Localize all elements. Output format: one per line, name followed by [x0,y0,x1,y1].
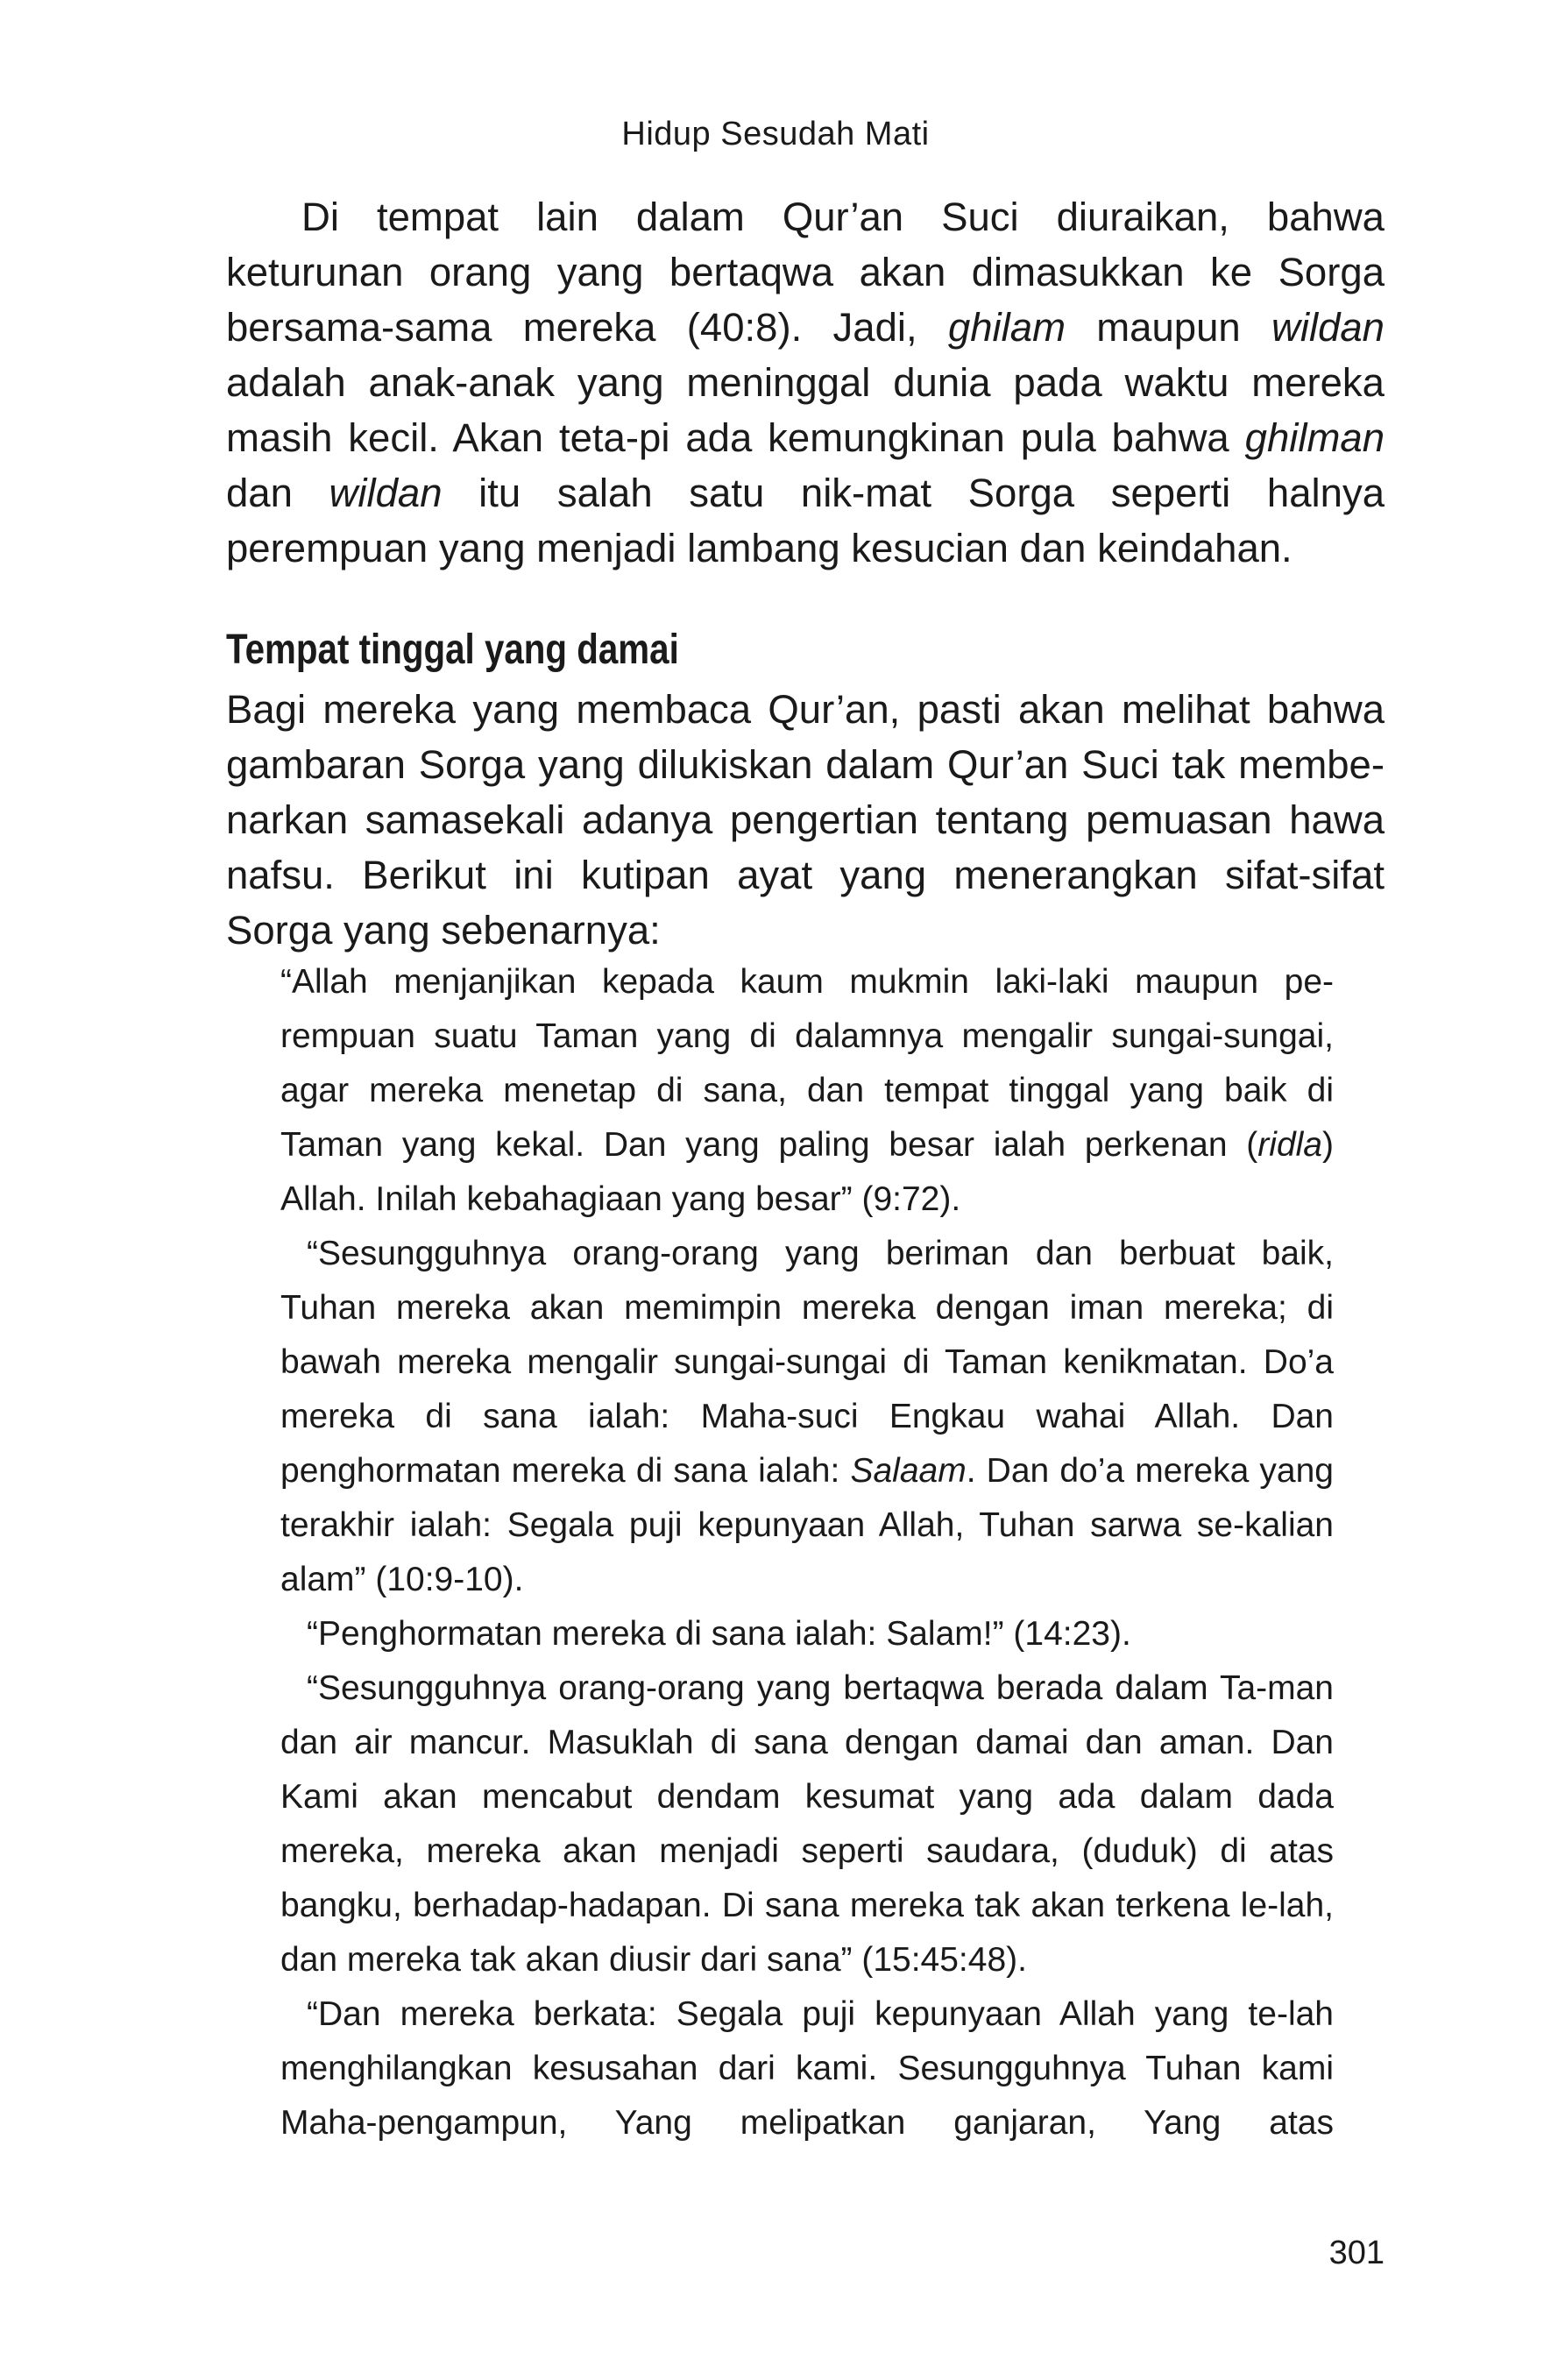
intro-italic-ghilam: ghilam [947,305,1066,350]
intro-italic-wildan-2: wildan [329,471,443,515]
intro-text-4: dan [226,471,329,515]
intro-paragraph [226,189,1385,576]
quote-continuing: “Dan mereka berkata: Segala puji kepunyaan Allah yang te-lah menghilangkan kesusahan dari kami. Sesungguhnya Tuhan kami Maha-pengampun, Yang melipatkan ganjaran, Yang atas [280,1995,1334,2142]
intro-italic-ghilman: ghilman [1244,415,1385,460]
quotations-block [280,955,1334,2150]
running-header: Hidup Sesudah Mati [621,116,930,152]
intro-text-3: adalah anak-anak yang meninggal dunia pada waktu mereka masih kecil. Akan teta-pi ada kemungkinan pula bahwa [226,360,1385,460]
quote-10-9-10-italic-salaam: Salaam [850,1452,967,1490]
quote-9-72-text-1: “Allah menjanjikan kepada kaum mukmin laki-laki maupun pe-rempuan suatu Taman yang di dalamnya mengalir sungai-sungai, agar mereka menetap di sana, dan tempat tinggal yang baik di Taman yang kekal. Dan yang paling besar ialah perkenan ( [280,963,1334,1164]
section-paragraph: Bagi mereka yang membaca Qur’an, pasti akan melihat bahwa gambaran Sorga yang dilukiskan dalam Qur’an Suci tak membe-narkan samasekali adanya pengertian tentang pemuasan hawa nafsu. Berikut ini kutipan ayat yang menerangkan sifat-sifat Sorga yang sebenarnya: [226,687,1385,953]
section-heading: Tempat tinggal yang damai [226,627,679,673]
quote-15-45-48: “Sesungguhnya orang-orang yang bertaqwa berada dalam Ta-man dan air mancur. Masuklah di sana dengan damai dan aman. Dan Kami akan mencabut dendam kesumat yang ada dalam dada mereka, mereka akan menjadi seperti saudara, (duduk) di atas bangku, berhadap-hadapan. Di sana mereka tak akan terkena le-lah, dan mereka tak akan diusir dari sana” (15:45:48). [280,1669,1334,1979]
intro-paragraph-block [226,189,1385,576]
quote-9-72-text-2: ) Allah. Inilah kebahagiaan yang besar” (9:72). [280,1126,1334,1218]
quote-14-23: “Penghormatan mereka di sana ialah: Salam!” (14:23). [307,1615,1131,1653]
intro-italic-wildan: wildan [1271,305,1385,350]
intro-text-5: itu salah satu nik-mat Sorga seperti halnya perempuan yang menjadi lambang kesucian dan keindahan. [226,471,1385,570]
intro-text-2: maupun [1065,305,1271,350]
section-paragraph-block [226,682,1385,958]
quote-10-9-10-text-2: . Dan do’a mereka yang terakhir ialah: Segala puji kepunyaan Allah, Tuhan sarwa se-kalian alam” (10:9-10). [280,1452,1334,1598]
quote-10-9-10 [280,1227,1334,1607]
quote-9-72 [280,955,1334,1227]
intro-text-1: Di tempat lain dalam Qur’an Suci diuraikan, bahwa keturunan orang yang bertaqwa akan dimasukkan ke Sorga bersama-sama mereka (40:8). Jadi, [226,195,1385,350]
quote-10-9-10-text-1: “Sesungguhnya orang-orang yang beriman dan berbuat baik, Tuhan mereka akan memimpin mereka dengan iman mereka; di bawah mereka mengalir sungai-sungai di Taman kenikmatan. Do’a mereka di sana ialah: Maha-suci Engkau wahai Allah. Dan penghormatan mereka di sana ialah: [280,1235,1334,1490]
quote-9-72-italic-ridla: ridla [1257,1126,1322,1164]
page-number: 301 [1328,2235,1385,2271]
